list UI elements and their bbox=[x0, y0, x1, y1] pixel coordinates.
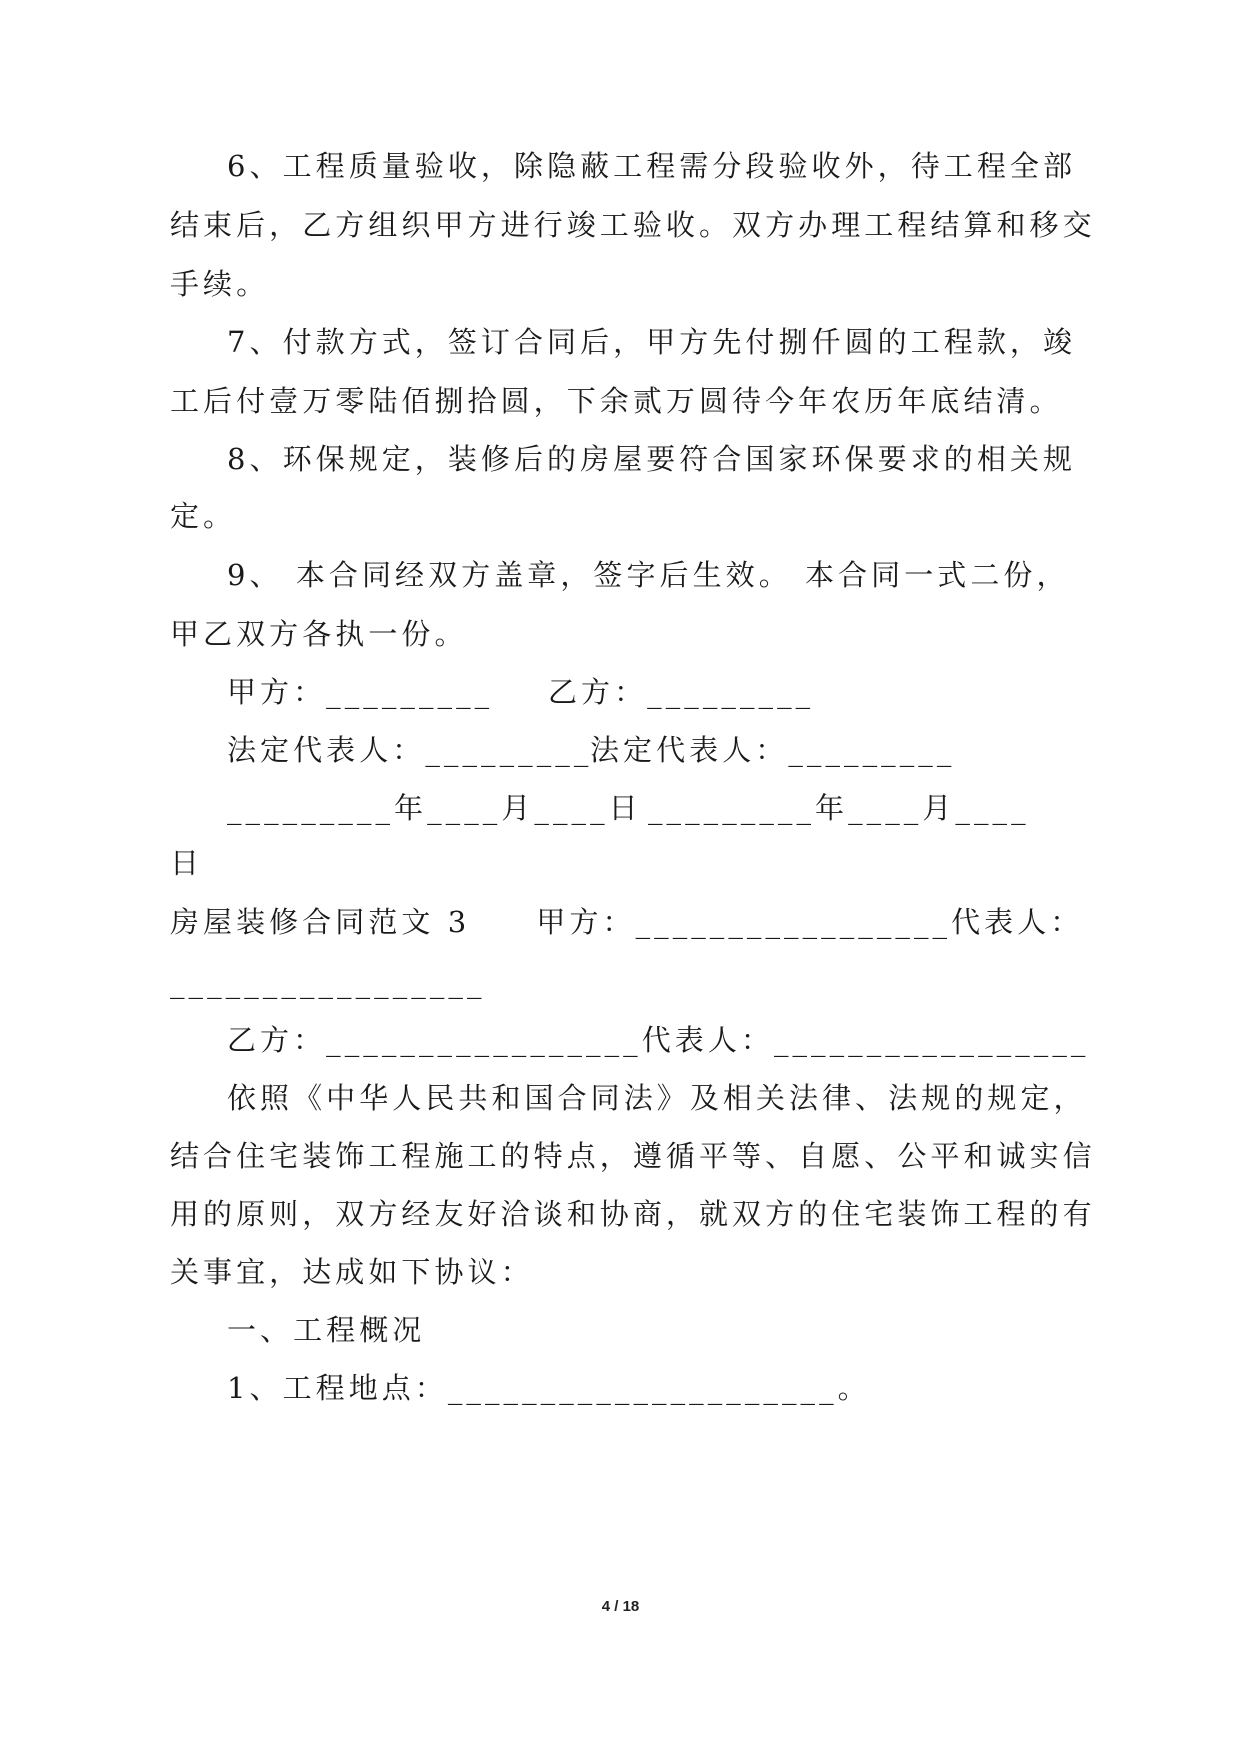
party-a-signature: 甲方：_________ bbox=[227, 675, 494, 709]
clause-7-line-2: 工后付壹万零陆佰捌拾圆，下余贰万圆待今年农历年底结清。 bbox=[170, 384, 1063, 418]
clause-6-line-3: 手续。 bbox=[170, 267, 270, 301]
party-a-representative-blank: _________________ bbox=[170, 965, 486, 999]
party-a-legal-rep: 法定代表人：_________ bbox=[227, 733, 593, 767]
clause-6-line-1: 6、工程质量验收，除隐蔽工程需分段验收外，待工程全部 bbox=[227, 149, 1077, 183]
section-1-heading: 一、工程概况 bbox=[227, 1313, 426, 1347]
party-b-date-day: 日 bbox=[170, 846, 204, 880]
clause-8-line-2: 定。 bbox=[170, 499, 237, 533]
party-b-representative-line: 乙方：_________________代表人：_________________ bbox=[227, 1023, 1090, 1057]
sample-3-heading-line: 房屋装修合同范文 3 甲方：_________________代表人： bbox=[170, 905, 1084, 939]
party-b-signature: 乙方：_________ bbox=[548, 675, 815, 709]
party-b-legal-rep: 法定代表人：_________ bbox=[590, 733, 956, 767]
project-location-line: 1、工程地点：_____________________。 bbox=[227, 1371, 871, 1405]
preamble-line-2: 结合住宅装饰工程施工的特点，遵循平等、自愿、公平和诚实信 bbox=[170, 1139, 1096, 1173]
clause-6-line-2: 结束后，乙方组织甲方进行竣工验收。双方办理工程结算和移交 bbox=[170, 208, 1096, 242]
preamble-line-3: 用的原则，双方经友好洽谈和协商，就双方的住宅装饰工程的有 bbox=[170, 1197, 1096, 1231]
party-a-date: _________年____月____日 bbox=[227, 791, 642, 825]
page-number: 4 / 18 bbox=[601, 1598, 640, 1615]
clause-8-line-1: 8、环保规定，装修后的房屋要符合国家环保要求的相关规 bbox=[227, 442, 1077, 476]
clause-9-line-1: 9、 本合同经双方盖章，签字后生效。 本合同一式二份， bbox=[227, 558, 1070, 592]
preamble-line-1: 依照《中华人民共和国合同法》及相关法律、法规的规定， bbox=[227, 1081, 1087, 1115]
preamble-line-4: 关事宜，达成如下协议： bbox=[170, 1255, 534, 1289]
clause-9-line-2: 甲乙双方各执一份。 bbox=[170, 617, 468, 651]
clause-7-line-1: 7、付款方式，签订合同后，甲方先付捌仟圆的工程款，竣 bbox=[227, 325, 1077, 359]
party-b-date: _________年____月____ bbox=[648, 791, 1030, 825]
